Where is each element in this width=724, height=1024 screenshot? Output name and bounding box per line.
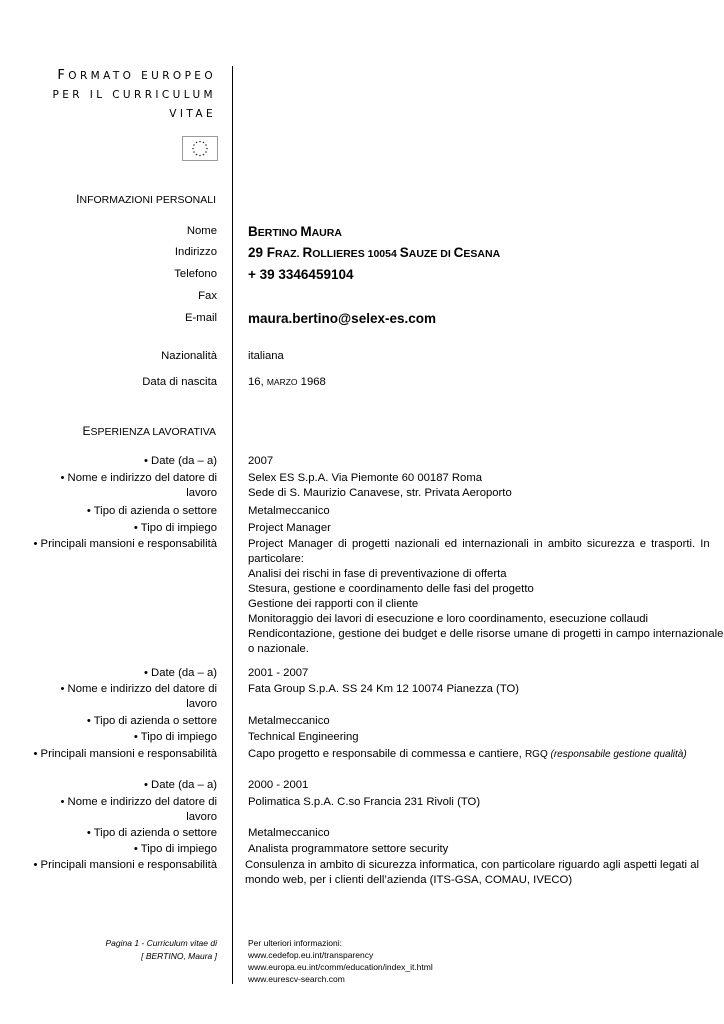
label-sector-2: • Tipo di azienda o settore	[86, 715, 217, 727]
label-nome: Nome	[186, 225, 217, 237]
value-sector-3: Metalmeccanico	[248, 827, 330, 839]
value-indirizzo: 29 FRAZ. ROLLIERES 10054 SAUZE DI CESANA	[248, 245, 501, 260]
value-date-3: 2000 - 2001	[248, 779, 309, 791]
value-job-2: Technical Engineering	[248, 731, 359, 743]
section-title-experience: ESPERIENZA LAVORATIVA	[82, 424, 216, 438]
value-employer-2: Fata Group S.p.A. SS 24 Km 12 10074 Pianezza (TO)	[248, 683, 520, 695]
label-nazionalita: Nazionalità	[161, 350, 217, 362]
label-sector-1: • Tipo di azienda o settore	[86, 505, 217, 517]
value-nazionalita: italiana	[248, 350, 284, 362]
title-line-1: FORMATO EUROPEO	[57, 68, 216, 83]
value-sector-2: Metalmeccanico	[248, 715, 330, 727]
label-email: E-mail	[184, 312, 217, 324]
eu-flag-icon	[182, 136, 218, 161]
footer-page-info: Pagina 1 - Curriculum vitae di [ BERTINO, Maura ]	[105, 938, 217, 961]
link-cedefop[interactable]: www.cedefop.eu.int/transparency	[248, 950, 374, 960]
label-job-1: • Tipo di impiego	[133, 522, 217, 534]
label-telefono: Telefono	[174, 268, 217, 280]
value-sector-1: Metalmeccanico	[248, 505, 330, 517]
label-job-3: • Tipo di impiego	[133, 843, 217, 855]
title-line-2: PER IL CURRICULUM	[52, 89, 216, 101]
value-employer-3: Polimatica S.p.A. C.so Francia 231 Rivoli (TO)	[248, 796, 481, 808]
link-europa[interactable]: www.europa.eu.int/comm/education/index_it.html	[248, 962, 433, 972]
label-date-3: • Date (da – a)	[143, 779, 217, 791]
label-job-2: • Tipo di impiego	[133, 731, 217, 743]
label-data-nascita: Data di nascita	[142, 376, 217, 388]
value-email[interactable]: maura.bertino@selex-es.com	[248, 311, 436, 326]
label-sector-3: • Tipo di azienda o settore	[86, 827, 217, 839]
value-telefono: + 39 3346459104	[248, 267, 354, 282]
value-job-1: Project Manager	[248, 522, 331, 534]
label-date-2: • Date (da – a)	[143, 667, 217, 679]
value-date-1: 2007	[248, 455, 274, 467]
section-title-personal: INFORMAZIONI PERSONALI	[76, 192, 216, 206]
document-title	[53, 66, 216, 124]
label-duties-3: • Principali mansioni e responsabilità	[33, 859, 217, 871]
column-divider	[232, 66, 233, 984]
label-duties-2: • Principali mansioni e responsabilità	[33, 748, 217, 760]
value-job-3: Analista programmatore settore security	[248, 843, 449, 855]
label-date-1: • Date (da – a)	[143, 455, 217, 467]
label-fax: Fax	[198, 290, 217, 302]
value-employer-1: Selex ES S.p.A. Via Piemonte 60 00187 Roma Sede di S. Maurizio Canavese, str. Privata Aeroporto	[248, 472, 512, 499]
value-duties-2: Capo progetto e responsabile di commessa e cantiere, RGQ (responsabile gestione qualità)	[248, 748, 687, 760]
value-duties-1: Project Manager di progetti nazionali ed internazionali in ambito sicurezza e trasporti. In particolare: Analisi dei rischi in fase di preventivazione di offerta Stesura, gestione e coordinamento delle fasi del progetto Gestione dei rapporti con il cliente Monitoraggio dei lavori di esecuzione e loro coordinamento, esecuzione collaudi Rendicontazione, gestione dei budget e delle risorse umane di progetti in campo internazionale o nazionale.	[248, 538, 724, 655]
label-indirizzo: Indirizzo	[174, 246, 217, 258]
footer-links: Per ulteriori informazioni: www.cedefop.eu.int/transparency www.europa.eu.int/comm/education/index_it.html www.eurescv-search.com	[248, 938, 433, 984]
value-duties-3: Consulenza in ambito di sicurezza informatica, con particolare riguardo agli aspetti legati al mondo web, per i clienti dell’azienda (ITS-GSA, COMAU, IVECO)	[245, 859, 699, 886]
value-date-2: 2001 - 2007	[248, 667, 309, 679]
label-employer-3: • Nome e indirizzo del datore di lavoro	[60, 796, 217, 823]
label-employer-2: • Nome e indirizzo del datore di lavoro	[60, 683, 217, 710]
title-line-3: VITAE	[169, 108, 216, 120]
link-eurescv[interactable]: www.eurescv-search.com	[248, 974, 345, 984]
value-data-nascita: 16, MARZO 1968	[248, 376, 326, 388]
label-employer-1: • Nome e indirizzo del datore di lavoro	[60, 472, 217, 499]
value-nome: BERTINO MAURA	[248, 224, 342, 239]
label-duties-1: • Principali mansioni e responsabilità	[33, 538, 217, 550]
